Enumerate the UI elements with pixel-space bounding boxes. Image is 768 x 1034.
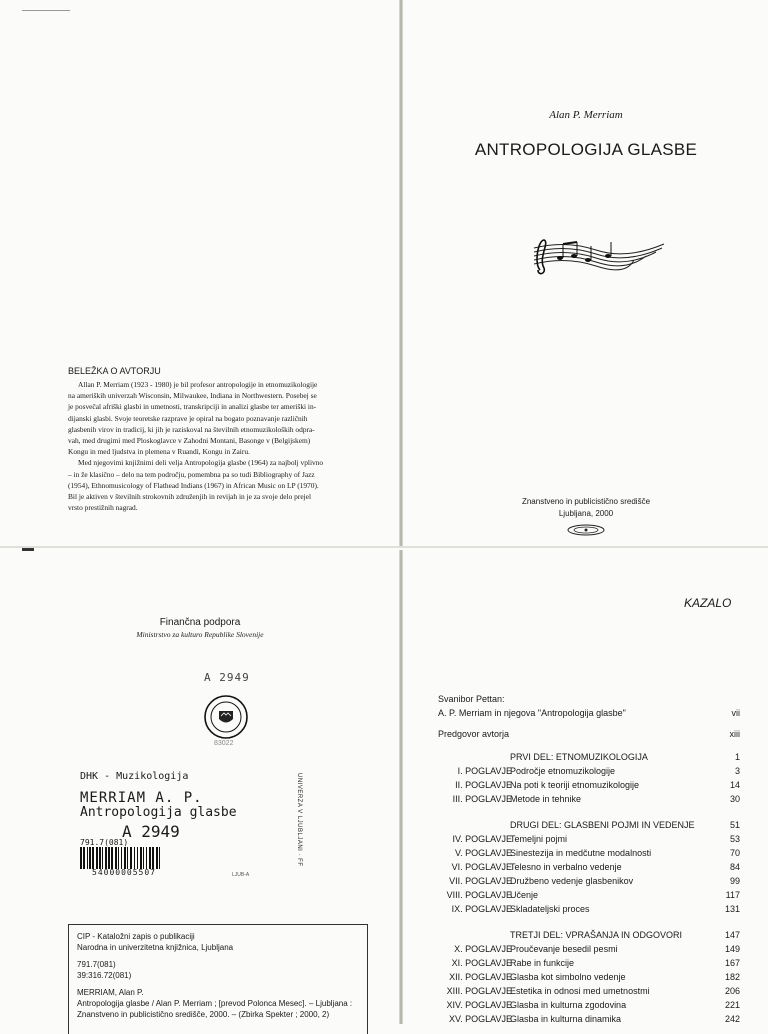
toc-page-number: 149 — [724, 944, 740, 954]
library-label-line2: MERRIAM A. P. — [80, 790, 203, 806]
author-note-line: Kongu in med ljudstva in plemena v Ruandi, Kongu in Zairu. — [68, 447, 250, 457]
toc-chapter-row — [430, 1014, 740, 1028]
author-note-line: vrsto prestižnih nagrad. — [68, 503, 138, 513]
cip-text — [77, 931, 367, 1020]
toc-chapter-row — [430, 958, 740, 972]
toc-chapter-title: Glasba kot simbolno vedenje — [510, 972, 626, 982]
toc-page-number: 221 — [724, 1000, 740, 1010]
author-note-line: Allan P. Merriam (1923 - 1980) je bil profesor antropologije in etnomuzikologije — [78, 380, 318, 389]
barcode-bar — [140, 847, 142, 869]
toc-chapter-title: Glasba in kulturna dinamika — [510, 1014, 622, 1024]
barcode-bar — [146, 847, 147, 869]
toc-chapter-row — [430, 1000, 740, 1014]
barcode-bar — [99, 847, 101, 869]
author-name: Alan P. Merriam — [549, 109, 623, 121]
barcode-bar — [102, 847, 103, 869]
toc-chapter-number: IX. POGLAVJE — [451, 904, 512, 914]
toc-part-title: PRVI DEL: ETNOMUZIKOLOGIJA — [510, 752, 648, 762]
toc-page-number: 14 — [729, 780, 740, 790]
stamp-number: 83022 — [214, 740, 234, 747]
barcode-bar — [105, 847, 107, 869]
barcode-bar — [152, 847, 154, 869]
toc-chapter-title: Družbeno vedenje glasbenikov — [510, 876, 634, 886]
barcode-bar — [134, 847, 135, 869]
toc-preface-row — [430, 729, 740, 743]
handwritten-code: A 2949 — [204, 671, 250, 684]
library-seal-icon — [202, 694, 250, 740]
toc-page-number: 51 — [729, 820, 740, 830]
toc-page-number: 3 — [734, 766, 740, 776]
author-note — [68, 366, 368, 513]
barcode-bar — [89, 847, 91, 869]
author-note-line: glasbenih virov in tradicij, ki jih je raziskoval na številnih etnomuzikoloških odpra- — [68, 424, 315, 434]
author-note-line: na ameriških univerzah Wisconsin, Milwaukee, Indiana in Northwestern. Posebej se — [68, 391, 317, 401]
toc-page-number: xiii — [729, 729, 740, 739]
toc-page-number: 53 — [729, 834, 740, 844]
scan-mark-top — [22, 10, 70, 11]
cip-line: Antropologija glasbe / Alan P. Merriam ; [prevod Polonca Mesec]. – Ljubljana : — [77, 999, 353, 1008]
book-title: ANTROPOLOGIJA GLASBE — [474, 140, 698, 159]
toc-chapter-title: Področje etnomuzikologije — [510, 766, 616, 776]
author-note-line: Bil je aktiven v številnih strokovnih združenjih in revijah in je za svoje delo prejel — [68, 492, 312, 502]
toc-preface-row — [430, 708, 740, 722]
barcode-bar — [130, 847, 132, 869]
toc-chapter-title: Učenje — [510, 890, 539, 900]
library-label-line4: A 2949 — [122, 822, 180, 841]
barcode-number: 54000005507 — [92, 868, 156, 877]
toc-chapter-number: XV. POGLAVJE — [448, 1014, 512, 1024]
toc-chapter-number: XI. POGLAVJE — [451, 958, 512, 968]
toc-chapter-number: XIV. POGLAVJE — [446, 1000, 512, 1010]
toc-chapter-row — [430, 766, 740, 780]
cip-line: CIP - Kataložni zapis o publikaciji — [77, 932, 195, 941]
toc-page-number: 131 — [724, 904, 740, 914]
toc-chapter-number: VI. POGLAVJE — [451, 862, 512, 872]
barcode-bar — [156, 847, 158, 869]
cip-line: Narodna in univerzitetna knjižnica, Ljubljana — [77, 943, 234, 952]
author-note-line: je posvečal afriški glasbi in umetnosti, transkripciji in analizi glasbe ter ameriški in- — [68, 402, 317, 412]
publisher-name: Znanstveno in publicistično središče — [521, 497, 651, 506]
barcode-bar — [111, 847, 113, 869]
toc-chapter-number: XII. POGLAVJE — [449, 972, 512, 982]
toc-chapter-title: Temeljni pojmi — [510, 834, 568, 844]
barcode-bar — [115, 847, 117, 869]
toc-chapter-row — [430, 848, 740, 862]
toc-page-number: 117 — [725, 890, 740, 900]
toc-part-row — [430, 930, 740, 944]
toc-chapter-row — [430, 972, 740, 986]
toc-chapter-number: II. POGLAVJE — [455, 780, 512, 790]
toc-chapter-title: Glasba in kulturna zgodovina — [510, 1000, 627, 1010]
barcode-bar — [96, 847, 98, 869]
toc-chapter-number: III. POGLAVJE — [452, 794, 512, 804]
toc-chapter-title: Metode in tehnike — [510, 794, 582, 804]
toc-chapter-row — [430, 944, 740, 958]
barcode-bar — [83, 847, 85, 869]
author-note-body — [68, 379, 368, 513]
toc-page-number: 84 — [729, 862, 740, 872]
toc-chapter-row — [430, 904, 740, 918]
toc-page-number: 70 — [729, 848, 740, 858]
toc-chapter-title: Rabe in funkcije — [510, 958, 575, 968]
cip-line: Znanstveno in publicistično središče, 2000. – (Zbirka Spekter ; 2000, 2) — [77, 1010, 330, 1019]
toc-page-number: 167 — [724, 958, 740, 968]
toc-part-title: TRETJI DEL: VPRAŠANJA IN ODGOVORI — [510, 930, 683, 940]
author-note-line: Med njegovimi knjižnimi deli velja Antropologija glasbe (1964) za najbolj vplivno — [78, 458, 324, 468]
publisher-place-year: Ljubljana, 2000 — [558, 509, 614, 518]
author-note-line: vah, med drugimi med Ploskoglavce v Zahodni Montani, Basonge v (Belgijskem) — [68, 436, 311, 446]
toc-chapter-number: I. POGLAVJE — [457, 766, 512, 776]
toc-page-number: 182 — [724, 972, 740, 982]
support-heading: Finančna podpora — [159, 617, 241, 628]
barcode-bar — [149, 847, 151, 869]
toc-chapter-number: VII. POGLAVJE — [449, 876, 512, 886]
toc-page-number: 1 — [734, 752, 740, 762]
toc-chapter-row — [430, 890, 740, 904]
toc-page-number: 99 — [729, 876, 740, 886]
scan-mark-bottom — [22, 548, 34, 551]
toc-chapter-number: VIII. POGLAVJE — [446, 890, 512, 900]
library-side-text: UNIVERZA V LJUBLJANI · FF — [296, 773, 302, 867]
barcode-bar — [108, 847, 110, 869]
support-subheading: Ministrstvo za kulturo Republike Slovenije — [136, 630, 264, 639]
toc-chapter-row — [430, 780, 740, 794]
toc-chapter-number: X. POGLAVJE — [454, 944, 512, 954]
toc-chapter-title: Estetika in odnosi med umetnostmi — [510, 986, 650, 996]
library-small-text: LJUB-A — [232, 872, 250, 878]
barcode-bar — [159, 847, 160, 869]
toc-chapter-row — [430, 834, 740, 848]
cip-line: MERRIAM, Alan P. — [77, 988, 144, 997]
barcode-bar — [143, 847, 144, 869]
spine-top — [399, 0, 403, 546]
toc-chapter-number: XIII. POGLAVJE — [446, 986, 512, 996]
toc-chapter-title: Sinestezija in medčutne modalnosti — [510, 848, 652, 858]
barcode-bar — [121, 847, 122, 869]
publisher-logo-icon — [566, 524, 606, 536]
toc-preface-title: A. P. Merriam in njegova "Antropologija glasbe" — [438, 708, 626, 718]
author-note-line: (1954), Ethnomusicology of Flathead Indians (1967) in African Music on LP (1970). — [68, 480, 319, 490]
barcode-bar — [124, 847, 126, 869]
toc-preface-title: Svanibor Pettan: — [438, 694, 505, 704]
barcode-bar — [87, 847, 88, 869]
toc-page-number: 30 — [729, 794, 740, 804]
music-ornament-icon — [526, 234, 666, 278]
library-label-line1: DHK - Muzikologija — [80, 771, 189, 782]
barcode-bar — [118, 847, 119, 869]
barcode-bar — [92, 847, 94, 869]
toc-chapter-row — [430, 794, 740, 808]
toc-chapter-row — [430, 876, 740, 890]
toc-chapter-title: Skladateljski proces — [510, 904, 590, 914]
page-divider — [0, 546, 768, 548]
toc-chapter-title: Na poti k teoriji etnomuzikologije — [510, 780, 640, 790]
barcode-bar — [137, 847, 138, 869]
library-label-line5: 791.7(081) — [80, 838, 129, 847]
toc-page-number: 242 — [724, 1014, 740, 1024]
barcode-bar — [80, 847, 82, 869]
toc-chapter-row — [430, 862, 740, 876]
author-note-line: – in že klasično – delo na tem področju, pomembna pa so tudi Bibliography of Jazz — [68, 469, 315, 479]
toc-page-number: 206 — [724, 986, 740, 996]
barcode — [80, 847, 180, 869]
toc-chapter-number: V. POGLAVJE — [454, 848, 512, 858]
barcode-bar — [127, 847, 128, 869]
toc-page-number: 147 — [724, 930, 740, 940]
toc-preface-title: Predgovor avtorja — [438, 729, 510, 739]
toc-part-row — [430, 752, 740, 766]
cip-line: 39:316.72(081) — [77, 971, 132, 980]
toc-chapter-title: Telesno in verbalno vedenje — [510, 862, 622, 872]
toc-chapter-title: Proučevanje besedil pesmi — [510, 944, 618, 954]
cip-line: 791.7(081) — [77, 960, 116, 969]
author-note-heading: BELEŽKA O AVTORJU — [68, 366, 161, 376]
toc-chapter-number: IV. POGLAVJE — [452, 834, 512, 844]
toc-page-number: vii — [731, 708, 740, 718]
cip-box — [68, 924, 368, 1034]
toc-heading: KAZALO — [684, 596, 732, 610]
toc-preface-row — [430, 694, 740, 708]
title-page — [404, 0, 768, 546]
toc-part-title: DRUGI DEL: GLASBENI POJMI IN VEDENJE — [510, 820, 695, 830]
library-label-line3: Antropologija glasbe — [80, 805, 237, 820]
author-note-line: dijanski glasbi. Svoje teoretske razprave je opiral na bogato poznavanje različnih — [68, 413, 308, 423]
toc-chapter-row — [430, 986, 740, 1000]
toc-part-row — [430, 820, 740, 834]
